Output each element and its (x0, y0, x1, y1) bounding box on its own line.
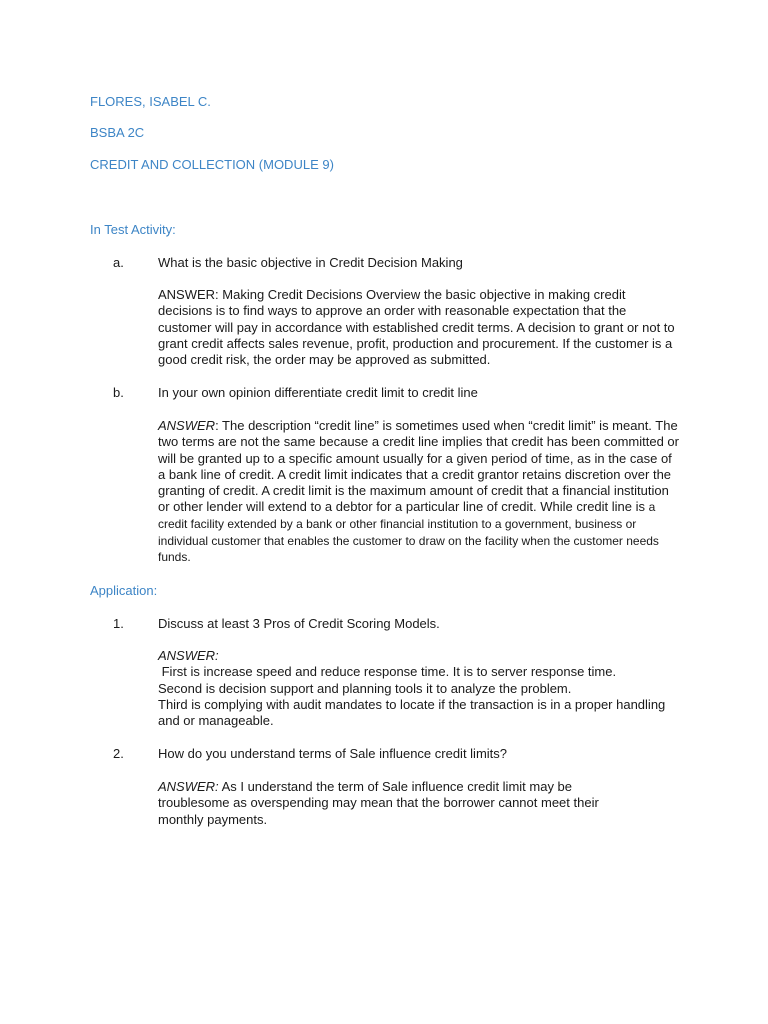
student-name: FLORES, ISABEL C. (90, 94, 211, 109)
item-b-answer-text: : The description “credit line” is sometimes used when “credit limit” is meant. The two terms are not the same because a credit line implies that credit has been committed or will be granted up to a specific amount usually for a given period of time, as in the case of a bank line of credit. A credit limit indicates that a credit grantor retains discretion over the granting of credit. A credit limit is the maximum amount of credit that a financial institution or other lender will extend to a debtor for a particular line of credit. While credit line is (158, 418, 679, 515)
item-1-answer-line-3: Third is complying with audit mandates to locate if the transaction is in a proper handling and or manageable. (158, 696, 666, 729)
item-b-answer-text-small: a credit facility extended by a bank or other financial institution to a government, business or individual customer that enables the customer to draw on the facility when the customer needs funds. (158, 500, 659, 565)
student-section: BSBA 2C (90, 125, 145, 140)
application-heading: Application: (90, 583, 158, 598)
item-b-marker: b. (113, 385, 124, 400)
item-a-question: What is the basic objective in Credit Decision Making (158, 255, 463, 270)
subject-title: CREDIT AND COLLECTION (MODULE 9) (90, 157, 334, 172)
item-a-answer-label: ANSWER: (158, 287, 219, 302)
item-b-answer-label: ANSWER (158, 418, 216, 433)
item-1-marker: 1. (113, 616, 124, 631)
item-b-question: In your own opinion differentiate credit limit to credit line (158, 385, 478, 400)
item-a-marker: a. (113, 255, 124, 270)
in-test-heading: In Test Activity: (90, 222, 176, 237)
item-b-answer (158, 418, 680, 566)
item-1-answer-line-1: First is increase speed and reduce response time. It is to server response time. (158, 664, 617, 680)
item-2-answer (158, 779, 628, 828)
item-1-answer-label: ANSWER: (158, 648, 219, 663)
item-2-answer-text: As I understand the term of Sale influence credit limit may be troublesome as overspending may mean that the borrower cannot meet their monthly payments. (158, 779, 599, 827)
item-2-question: How do you understand terms of Sale influence credit limits? (158, 746, 508, 761)
item-a-answer (158, 287, 680, 368)
item-1-answer-line-2: Second is decision support and planning tools it to analyze the problem. (158, 680, 572, 696)
item-a-answer-text: Making Credit Decisions Overview the basic objective in making credit decisions is to find ways to approve an order with reasonable expectation that the customer will pay in accordance with established credit terms. A decision to grant or not to grant credit affects sales revenue, profit, production and procurement. If the customer is a good credit risk, the order may be approved as submitted. (158, 287, 675, 368)
item-1-question: Discuss at least 3 Pros of Credit Scoring Models. (158, 616, 440, 631)
item-2-marker: 2. (113, 746, 124, 761)
item-2-answer-label: ANSWER: (158, 779, 219, 794)
item-1-answer (158, 648, 680, 729)
